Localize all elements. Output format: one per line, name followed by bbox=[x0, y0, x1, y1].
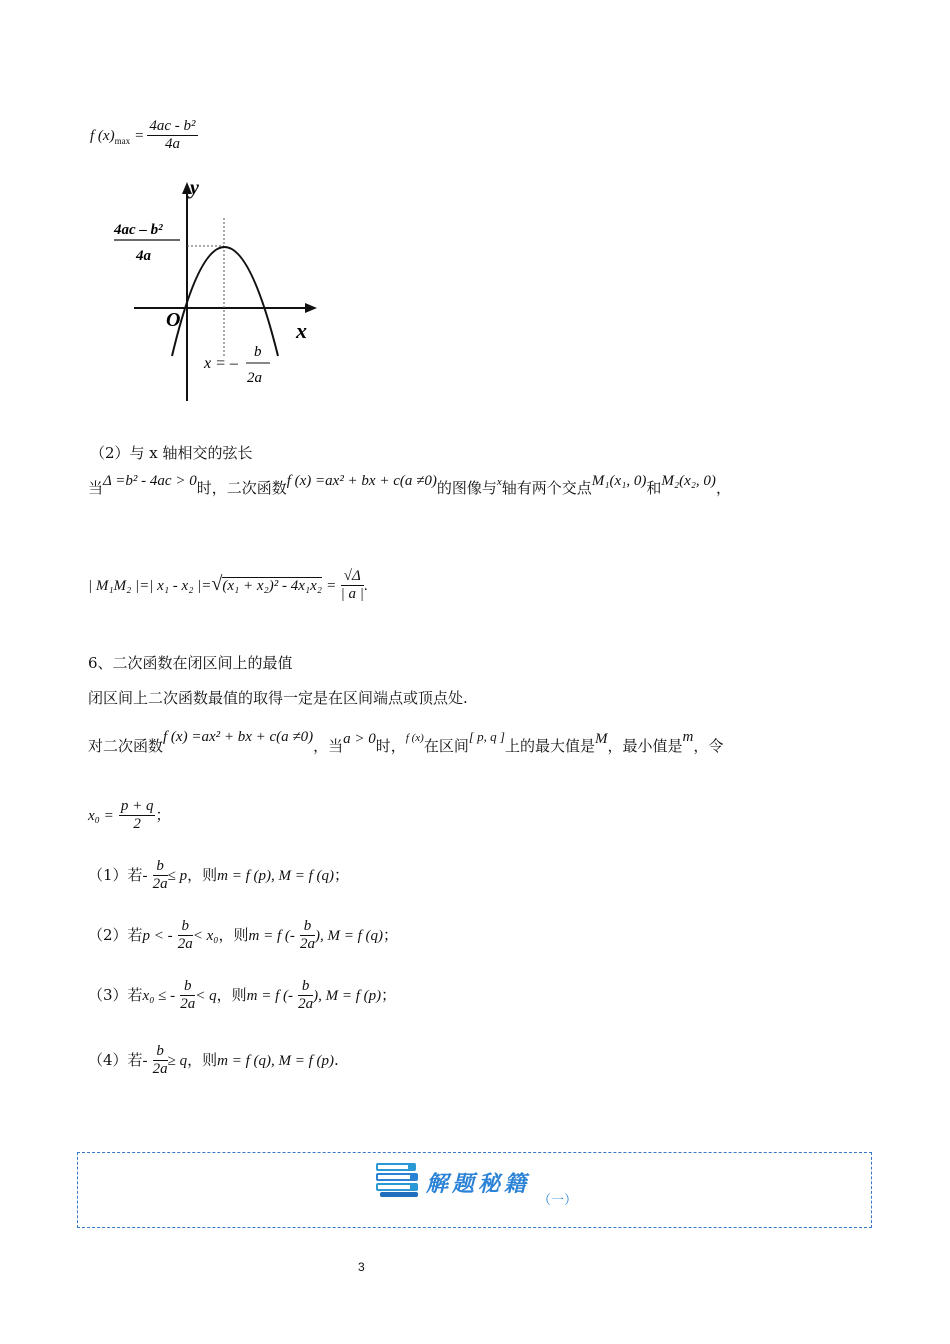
banner-title: 解题秘籍 bbox=[426, 1171, 531, 1197]
parabola-graph bbox=[110, 178, 325, 406]
axis-eq-numerator: b bbox=[254, 344, 262, 360]
chord-sentence: 当Δ =b² - 4ac > 0时，二次函数f (x) =ax² + bx + c(a ≠0)的图像与$^x$轴有两个交点M₁(x₁, 0)和M₂(x₂, 0)， bbox=[88, 473, 731, 497]
chord-length-formula: | M₁M₂ |=| x₁ - x₂ |=√(x₁ + x₂)² - 4x₁x₂ = $\frac{√\Delta}{| a |}$ . bbox=[88, 568, 368, 602]
section6-condition: 对二次函数f (x) =ax² + bx + c(a ≠0)，当a > 0时，$^{f (x)}$在区间[ p, q ]上的最大值是M，最小值是m，令 bbox=[88, 729, 724, 755]
books-stack-icon bbox=[374, 1161, 420, 1199]
case-4: （4）若- $\frac{b}{2a}$ ≥ q，则m = f (q), M = f (p). bbox=[88, 1043, 339, 1077]
max-value-formula: f $(x)_{max}$ = $\frac{\text{4ac - b²}}{4a}$ bbox=[90, 118, 196, 152]
page-number: 3 bbox=[358, 1260, 365, 1274]
axis-eq-lhs: x = – bbox=[204, 355, 238, 372]
section6-intro: 闭区间上二次函数最值的取得一定是在区间端点或顶点处. bbox=[88, 689, 468, 707]
case-1: （1）若- $\frac{b}{2a}$ ≤ p，则m = f (p), M = f (q)； bbox=[88, 858, 350, 892]
max-value-fraction: $\frac{\text{4ac - b²}}{4a}$ bbox=[149, 118, 196, 152]
x-axis-arrow bbox=[305, 303, 317, 313]
y-axis-label: y bbox=[190, 178, 199, 199]
vertex-y-numerator: 4ac – b² bbox=[114, 222, 163, 238]
origin-label: O bbox=[166, 309, 181, 331]
banner-subtitle: （一） bbox=[538, 1193, 578, 1208]
case-3: （3）若x₀ ≤ - $\frac{b}{2a}$ < q，则m = f (- $\frac{b}{2a}$ ), M = f (p)； bbox=[88, 978, 397, 1012]
section-banner bbox=[77, 1152, 872, 1228]
vertex-y-denominator: 4a bbox=[136, 248, 151, 264]
case-2: （2）若p < - $\frac{b}{2a}$ < x₀，则m = f (- $\frac{b}{2a}$ ), M = f (q)； bbox=[88, 918, 399, 952]
x0-definition: x₀ = $\frac{p + q}{2}$ ； bbox=[88, 798, 171, 832]
section6-heading: 6、二次函数在闭区间上的最值 bbox=[88, 654, 293, 672]
x-axis-label: x bbox=[296, 318, 307, 343]
axis-eq-denominator: 2a bbox=[247, 370, 262, 386]
chord-heading: （2）与 x 轴相交的弦长 bbox=[90, 444, 253, 462]
